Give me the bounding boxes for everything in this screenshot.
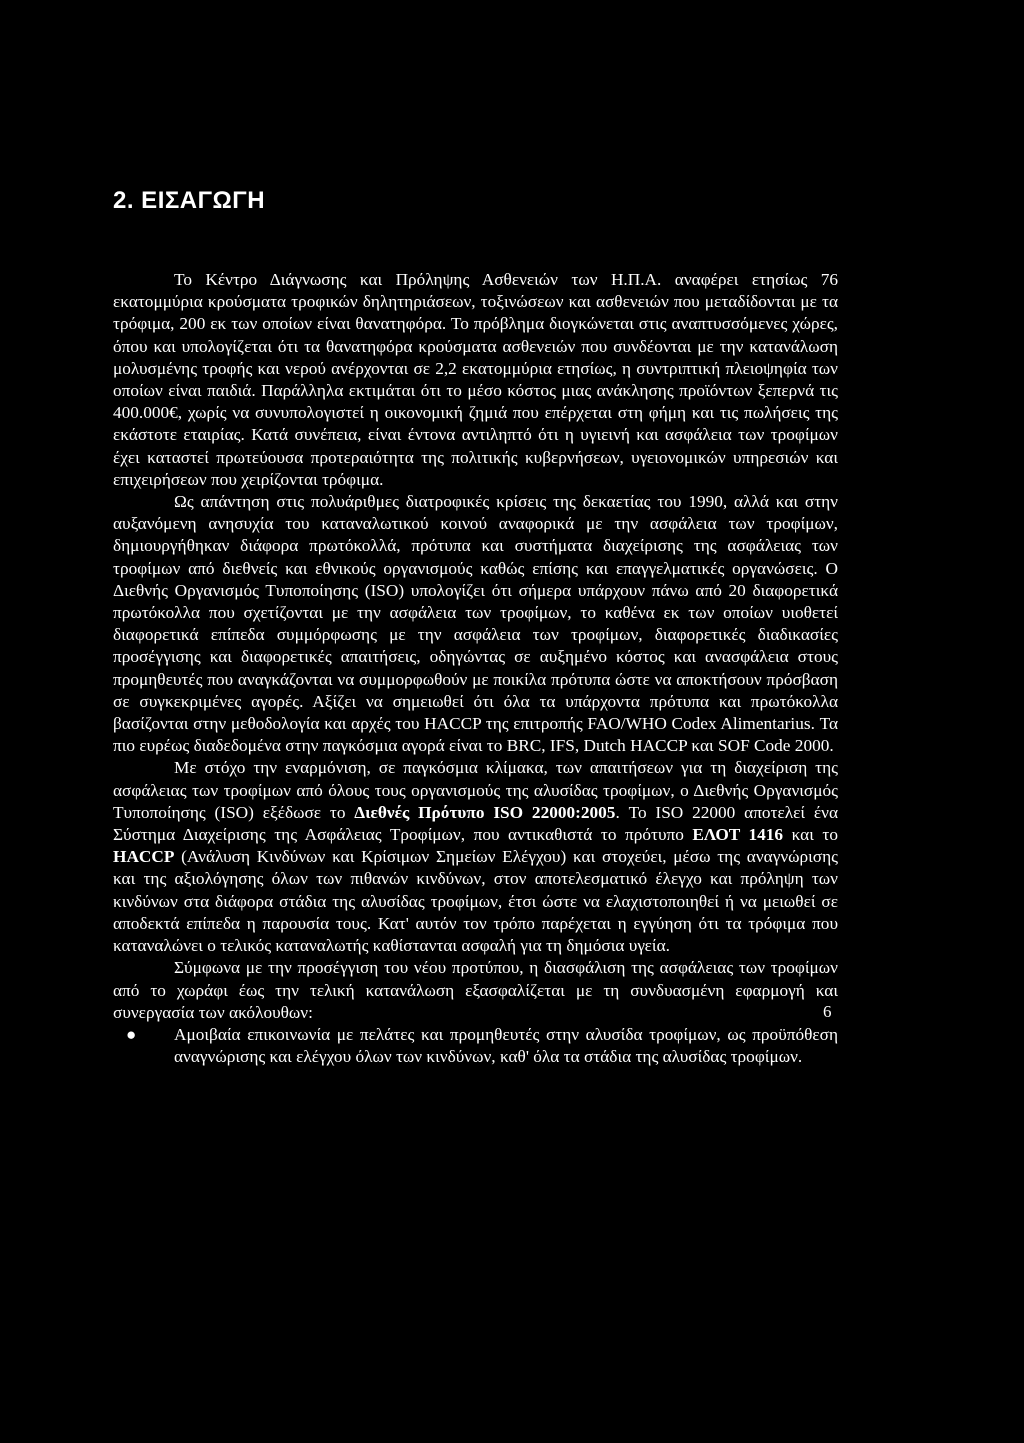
- standard-name-iso-22000: Διεθνές Πρότυπο ISO 22000:2005: [354, 802, 616, 822]
- paragraph-4: Σύμφωνα με την προσέγγιση του νέου προτύπου, η διασφάλιση της ασφάλειας των τροφίμων από το χωράφι έως την τελική κατανάλωση εξασφαλίζεται με τη συνδυασμένη εφαρμογή και συνεργασία των ακόλουθων:: [113, 958, 838, 1022]
- paragraph-3: [113, 757, 838, 957]
- bullet-item-text: Αμοιβαία επικοινωνία με πελάτες και προμηθευτές στην αλυσίδα τροφίμων, ως προϋπόθεση αναγνώρισης και ελέγχου όλων των κινδύνων, καθ' όλα τα στάδια της αλυσίδας τροφίμων.: [174, 1024, 838, 1067]
- section-heading: 2. ΕΙΣΑΓΩΓΗ: [113, 187, 266, 214]
- bullet-item: [126, 1024, 838, 1068]
- paragraph-3-text-2: . Το ISO 22000 αποτελεί ένα Σύστημα Διαχείρισης της Ασφάλειας Τροφίμων, που αντικαθιστά το πρότυπο: [113, 802, 839, 845]
- standard-name-elot-1416: ΕΛΟΤ 1416: [692, 825, 784, 845]
- body-text: [113, 269, 838, 1068]
- standard-name-haccp: HACCP: [113, 847, 175, 867]
- paragraph-3-text-4: (Ανάλυση Κινδύνων και Κρίσιμων Σημείων Ελέγχου) και στοχεύει, μέσω της αναγνώρισης και της αξιολόγησης όλων των πιθανών κινδύνων, στον αποτελεσματικό έλεγχο και πρόληψη των κινδύνων στα διάφορα στάδια της αλυσίδας τροφίμων, έτσι ώστε να ελαχιστοποιηθεί ή να μειωθεί σε αποδεκτά επίπεδα η παρουσία τους. Κατ' αυτόν τον τρόπο παρέχεται η εγγύηση ότι τα τρόφιμα που καταναλώνει ο τελικός καταναλωτής καθίστανται ασφαλή για τη δημόσια υγεία.: [113, 847, 838, 956]
- paragraph-3-text-3: και το: [783, 825, 838, 845]
- page-number: 6: [823, 1002, 832, 1021]
- bullet-list: [113, 1024, 838, 1068]
- paragraph-1: Το Κέντρο Διάγνωσης και Πρόληψης Ασθενειών των Η.Π.Α. αναφέρει ετησίως 76 εκατομμύρια κρούσματα τροφικών δηλητηριάσεων, τοξινώσεων και ασθενειών που μεταδίδονται με τα τρόφιμα, 200 εκ των οποίων είναι θανατηφόρα. Το πρόβλημα διογκώνεται στις αναπτυσσόμενες χώρες, όπου και υπολογίζεται ότι τα θανατηφόρα κρούσματα ασθενειών που συνδέονται με την κατανάλωση μολυσμένης τροφής και νερού ανέρχονται σε 2,2 εκατομμύρια ετησίως, η συντριπτική πλειοψηφία των οποίων είναι παιδιά. Παράλληλα εκτιμάται ότι το μέσο κόστος μιας ανάκλησης προϊόντων ξεπερνά τις 400.000€, χωρίς να συνυπολογιστεί η οικονομική ζημιά που επέρχεται στη φήμη και τις πωλήσεις της εκάστοτε εταιρίας. Κατά συνέπεια, είναι έντονα αντιληπτό ότι η υγιεινή και ασφάλεια των τροφίμων έχει καταστεί πρωτεύουσα προτεραιότητα της πολιτικής κυβερνήσεων, υγειονομικών υπηρεσιών και επιχειρήσεων που χειρίζονται τρόφιμα.: [113, 270, 838, 489]
- paragraph-2: Ως απάντηση στις πολυάριθμες διατροφικές κρίσεις της δεκαετίας του 1990, αλλά και στην αυξανόμενη ανησυχία του καταναλωτικού κοινού αναφορικά με την ασφάλεια των τροφίμων, δημιουργήθηκαν διάφορα πρωτόκολλά, πρότυπα και συστήματα διαχείρισης της ασφάλειας των τροφίμων από διεθνείς και εθνικούς οργανισμούς καθώς επίσης και επαγγελματικές οργανώσεις. Ο Διεθνής Οργανισμός Τυποποίησης (ISO) υπολογίζει ότι σήμερα υπάρχουν πάνω από 20 διαφορετικά πρωτόκολλα που σχετίζονται με την ασφάλεια των τροφίμων, το καθένα εκ των οποίων υιοθετεί διαφορετικά επίπεδα συμμόρφωσης με την ασφάλεια των τροφίμων, διαφορετικές διαδικασίες προσέγγισης και διαφορετικές απαιτήσεις, οδηγώντας σε αυξημένο κόστος και ανασφάλεια στους προμηθευτές που αναγκάζονται να συμμορφωθούν με ποικίλα πρότυπα ώστε να αποκτήσουν πρόσβαση σε συγκεκριμένες αγορές. Αξίζει να σημειωθεί ότι όλα τα υπάρχοντα πρότυπα και πρωτόκολλα βασίζονται στην μεθοδολογία και αρχές του HACCP της επιτροπής FAO/WHO Codex Alimentarius. Τα πιο ευρέως διαδεδομένα στην παγκόσμια αγορά είναι το BRC, IFS, Dutch HACCP και SOF Code 2000.: [113, 492, 838, 756]
- paragraph-3-text-1: Με στόχο την εναρμόνιση, σε παγκόσμια κλίμακα, των απαιτήσεων για τη διαχείριση της ασφάλειας των τροφίμων από όλους τους οργανισμούς της αλυσίδας τροφίμων, ο Διεθνής Οργανισμός Τυποποίησης (ISO) εξέδωσε το: [113, 758, 838, 822]
- bullet-dot-icon: ●: [126, 1024, 137, 1044]
